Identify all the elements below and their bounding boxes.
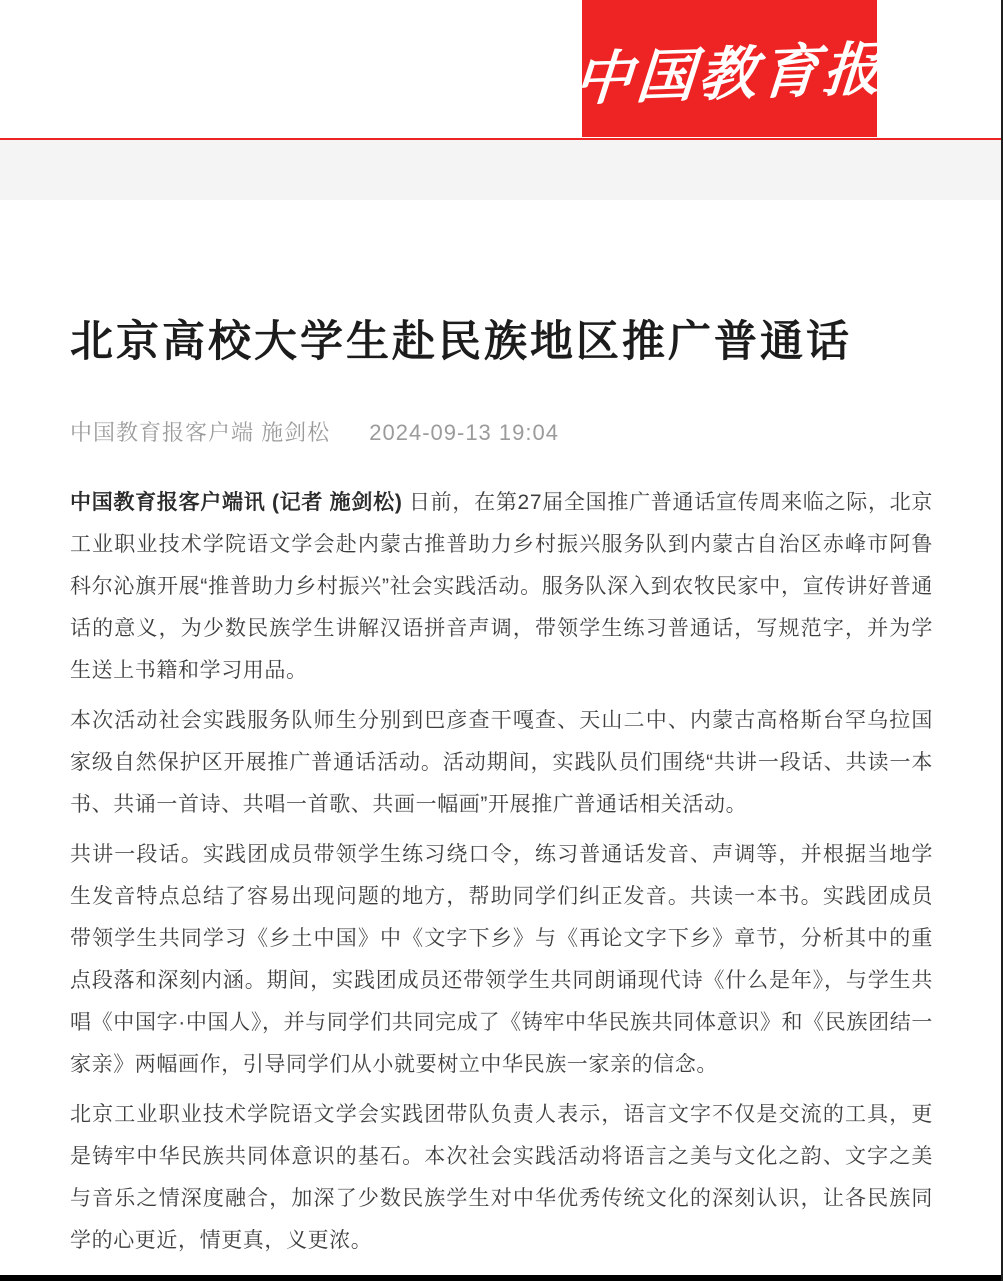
article-paragraph: 共讲一段话。实践团成员带领学生练习绕口令，练习普通话发音、声调等，并根据当地学生发音特点总结了容易出现问题的地方，帮助同学们纠正发音。共读一本书。实践团成员带领学生共同学习《乡土中国》中《文字下乡》与《再论文字下乡》章节，分析其中的重点段落和深刻内涵。期间，实践团成员还带领学生共同朗诵现代诗《什么是年》，与学生共唱《中国字·中国人》，并与同学们共同完成了《铸牢中华民族共同体意识》和《民族团结一家亲》两幅画作，引导同学们从小就要树立中华民族一家亲的信念。	[70, 843, 933, 1076]
bottom-edge-bar	[0, 1275, 1001, 1281]
article-paragraph: 本次活动社会实践服务队师生分别到巴彦查干嘎查、天山二中、内蒙古高格斯台罕乌拉国家级自然保护区开展推广普通话活动。活动期间，实践队员们围绕“共讲一段话、共读一本书、共诵一首诗、共唱一首歌、共画一幅画”开展推广普通话相关活动。	[70, 709, 933, 816]
article-body	[70, 482, 933, 1262]
byline	[70, 420, 933, 446]
page-title: 北京高校大学生赴民族地区推广普通话	[70, 318, 852, 366]
brand-logo[interactable]	[571, 0, 888, 137]
paragraph-lead-bold: 中国教育报客户端讯 (记者 施剑松)	[70, 491, 403, 514]
byline-source-author: 中国教育报客户端 施剑松	[70, 420, 331, 445]
byline-datetime: 2024-09-13 19:04	[369, 420, 559, 445]
masthead	[0, 0, 1001, 138]
brand-logo-text: 中国教育报	[571, 34, 888, 113]
article	[0, 318, 1001, 1262]
subheader-gray-band	[0, 140, 1001, 200]
article-paragraph: 北京工业职业技术学院语文学会实践团带队负责人表示，语言文字不仅是交流的工具，更是铸牢中华民族共同体意识的基石。本次社会实践活动将语言之美与文化之韵、文字之美与音乐之情深度融合，加深了少数民族学生对中华优秀传统文化的深刻认识，让各民族同学的心更近，情更真，义更浓。	[70, 1103, 933, 1252]
article-paragraph: 中国教育报客户端讯 (记者 施剑松) 日前，在第27届全国推广普通话宣传周来临之际，北京工业职业技术学院语文学会赴内蒙古推普助力乡村振兴服务队到内蒙古自治区赤峰市阿鲁科尔沁旗开展“推普助力乡村振兴”社会实践活动。服务队深入到农牧民家中，宣传讲好普通话的意义，为少数民族学生讲解汉语拼音声调，带领学生练习普通话，写规范字，并为学生送上书籍和学习用品。	[70, 491, 933, 682]
